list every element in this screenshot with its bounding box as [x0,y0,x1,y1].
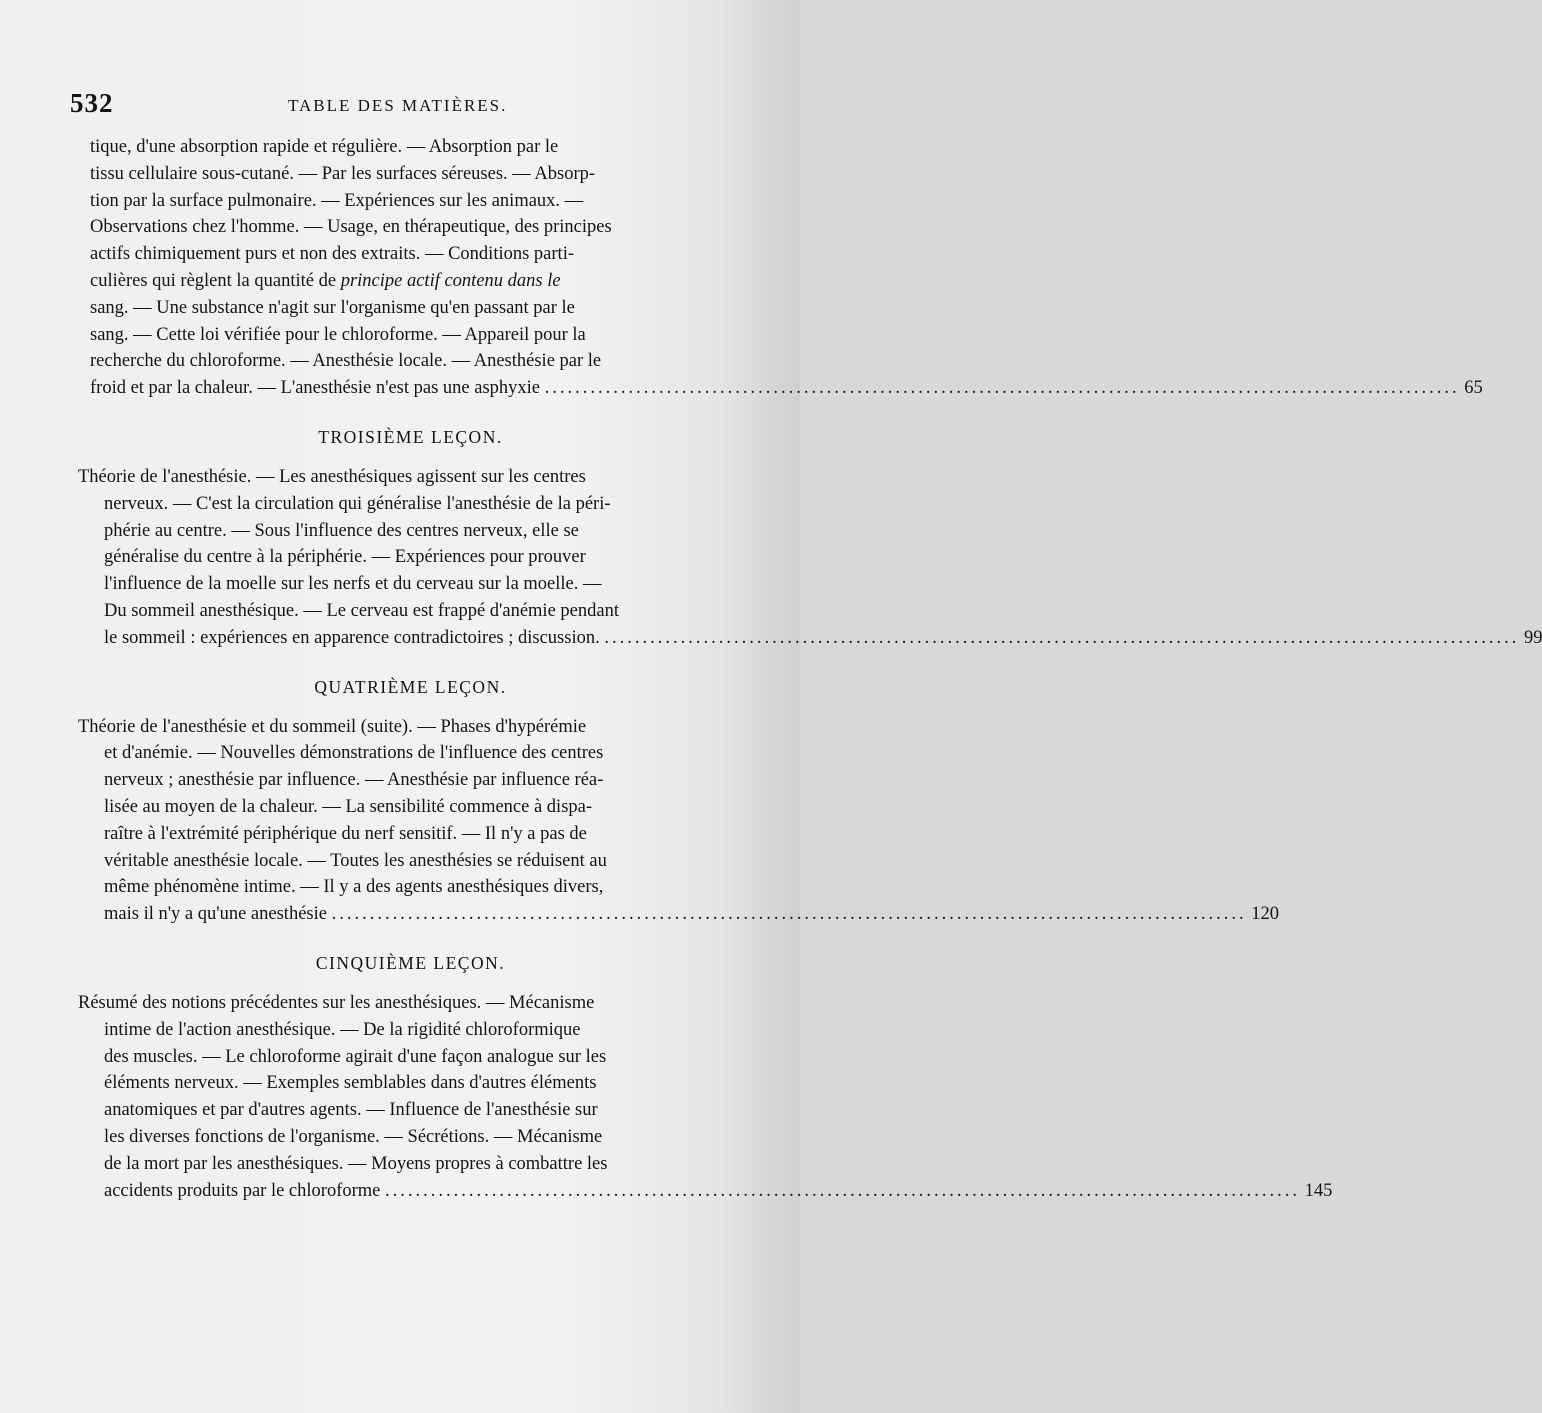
entry-line: nerveux ; anesthésie par influence. — Anesthésie par influence réa- [104,770,604,791]
entry-line: accidents produits par le chloroforme [104,1180,381,1201]
page-reference: 145 [1304,1180,1333,1201]
entry-line: éléments nerveux. — Exemples semblables dans d'autres éléments [104,1073,597,1094]
entry-line: véritable anesthésie locale. — Toutes les anesthésies se réduisent au [104,850,607,871]
entry-line-text: culières qui règlent la quantité de [90,270,341,291]
entry-line: même phénomène intime. — Il y a des agents anesthésiques divers, [104,877,604,898]
entry-line: Observations chez l'homme. — Usage, en thérapeutique, des principes [90,217,612,238]
entry-line: anatomiques et par d'autres agents. — Influence de l'anesthésie sur [104,1100,598,1121]
entry-last-line [78,625,1542,652]
entry-line: et d'anémie. — Nouvelles démonstrations de l'influence des centres [104,743,604,764]
section-title-troisieme: TROISIÈME LEÇON. [318,426,503,447]
page-reference: 99 [1523,627,1542,648]
page-number: 532 [70,88,114,118]
page-header [70,88,740,128]
toc-entry-troisieme [78,464,1542,652]
entry-line: intime de l'action anesthésique. — De la rigidité chloroformique [104,1019,581,1040]
table-of-contents [78,134,1542,1204]
entry-line: sang. — Cette loi vérifiée pour le chloroforme. — Appareil pour la [90,324,586,345]
entry-line: Du sommeil anesthésique. — Le cerveau est frappé d'anémie pendant [104,600,619,621]
entry-line: les diverses fonctions de l'organisme. — Sécrétions. — Mécanisme [104,1126,603,1147]
entry-line: Théorie de l'anesthésie. — Les anesthésiques agissent sur les centres [78,466,586,487]
entry-line: de la mort par les anesthésiques. — Moyens propres à combattre les [104,1153,608,1174]
leader-dots [545,378,1460,398]
running-title: TABLE DES MATIÈRES. [288,96,508,115]
entry-last-line [78,1178,1333,1205]
page-reference: 120 [1251,904,1279,925]
entry-line: lisée au moyen de la chaleur. — La sensibilité commence à dispa- [104,796,593,817]
entry-line: actifs chimiquement purs et non des extraits. — Conditions parti- [90,244,574,265]
entry-line: tique, d'une absorption rapide et régulière. — Absorption par le [90,137,559,157]
entry-line: l'influence de la moelle sur les nerfs et du cerveau sur la moelle. — [104,574,602,595]
entry-last-line [78,375,1483,402]
toc-entry-cinquieme [78,990,1333,1204]
entry-line: Résumé des notions précédentes sur les anesthésiques. — Mécanisme [78,992,595,1013]
entry-line: raître à l'extrémité périphérique du nerf sensitif. — Il n'y a pas de [104,823,587,844]
italic-phrase: principe actif contenu dans le [340,270,561,291]
entry-line: tissu cellulaire sous-cutané. — Par les surfaces séreuses. — Absorp- [90,163,596,184]
section-title-quatrieme: QUATRIÈME LEÇON. [314,676,507,697]
toc-entry-quatrieme [78,714,1279,928]
leader-dots [385,1181,1300,1201]
entry-line: phérie au centre. — Sous l'influence des centres nerveux, elle se [104,520,579,541]
entry-line: des muscles. — Le chloroforme agirait d'une façon analogue sur les [104,1046,607,1067]
entry-line: généralise du centre à la périphérie. — Expériences pour prouver [104,547,586,568]
leader-dots [604,628,1519,648]
entry-line: sang. — Une substance n'agit sur l'organisme qu'en passant par le [90,297,575,318]
entry-line: le sommeil : expériences en apparence contradictoires ; discussion. [104,627,600,648]
entry-last-line [78,901,1279,928]
entry-line-with-italic [78,268,743,295]
entry-line: mais il n'y a qu'une anesthésie [104,904,327,925]
page-reference: 65 [1464,378,1483,399]
section-title-cinquieme: CINQUIÈME LEÇON. [315,952,506,973]
entry-line: Théorie de l'anesthésie et du sommeil (suite). — Phases d'hypérémie [78,716,587,737]
entry-line: recherche du chloroforme. — Anesthésie locale. — Anesthésie par le [90,351,602,372]
entry-line: froid et par la chaleur. — L'anesthésie n'est pas une asphyxie [90,378,540,399]
entry-line: tion par la surface pulmonaire. — Expériences sur les animaux. — [90,190,584,211]
entry-line: nerveux. — C'est la circulation qui généralise l'anesthésie de la péri- [104,493,611,514]
toc-entry-continuation [78,134,1483,402]
leader-dots [332,904,1247,924]
